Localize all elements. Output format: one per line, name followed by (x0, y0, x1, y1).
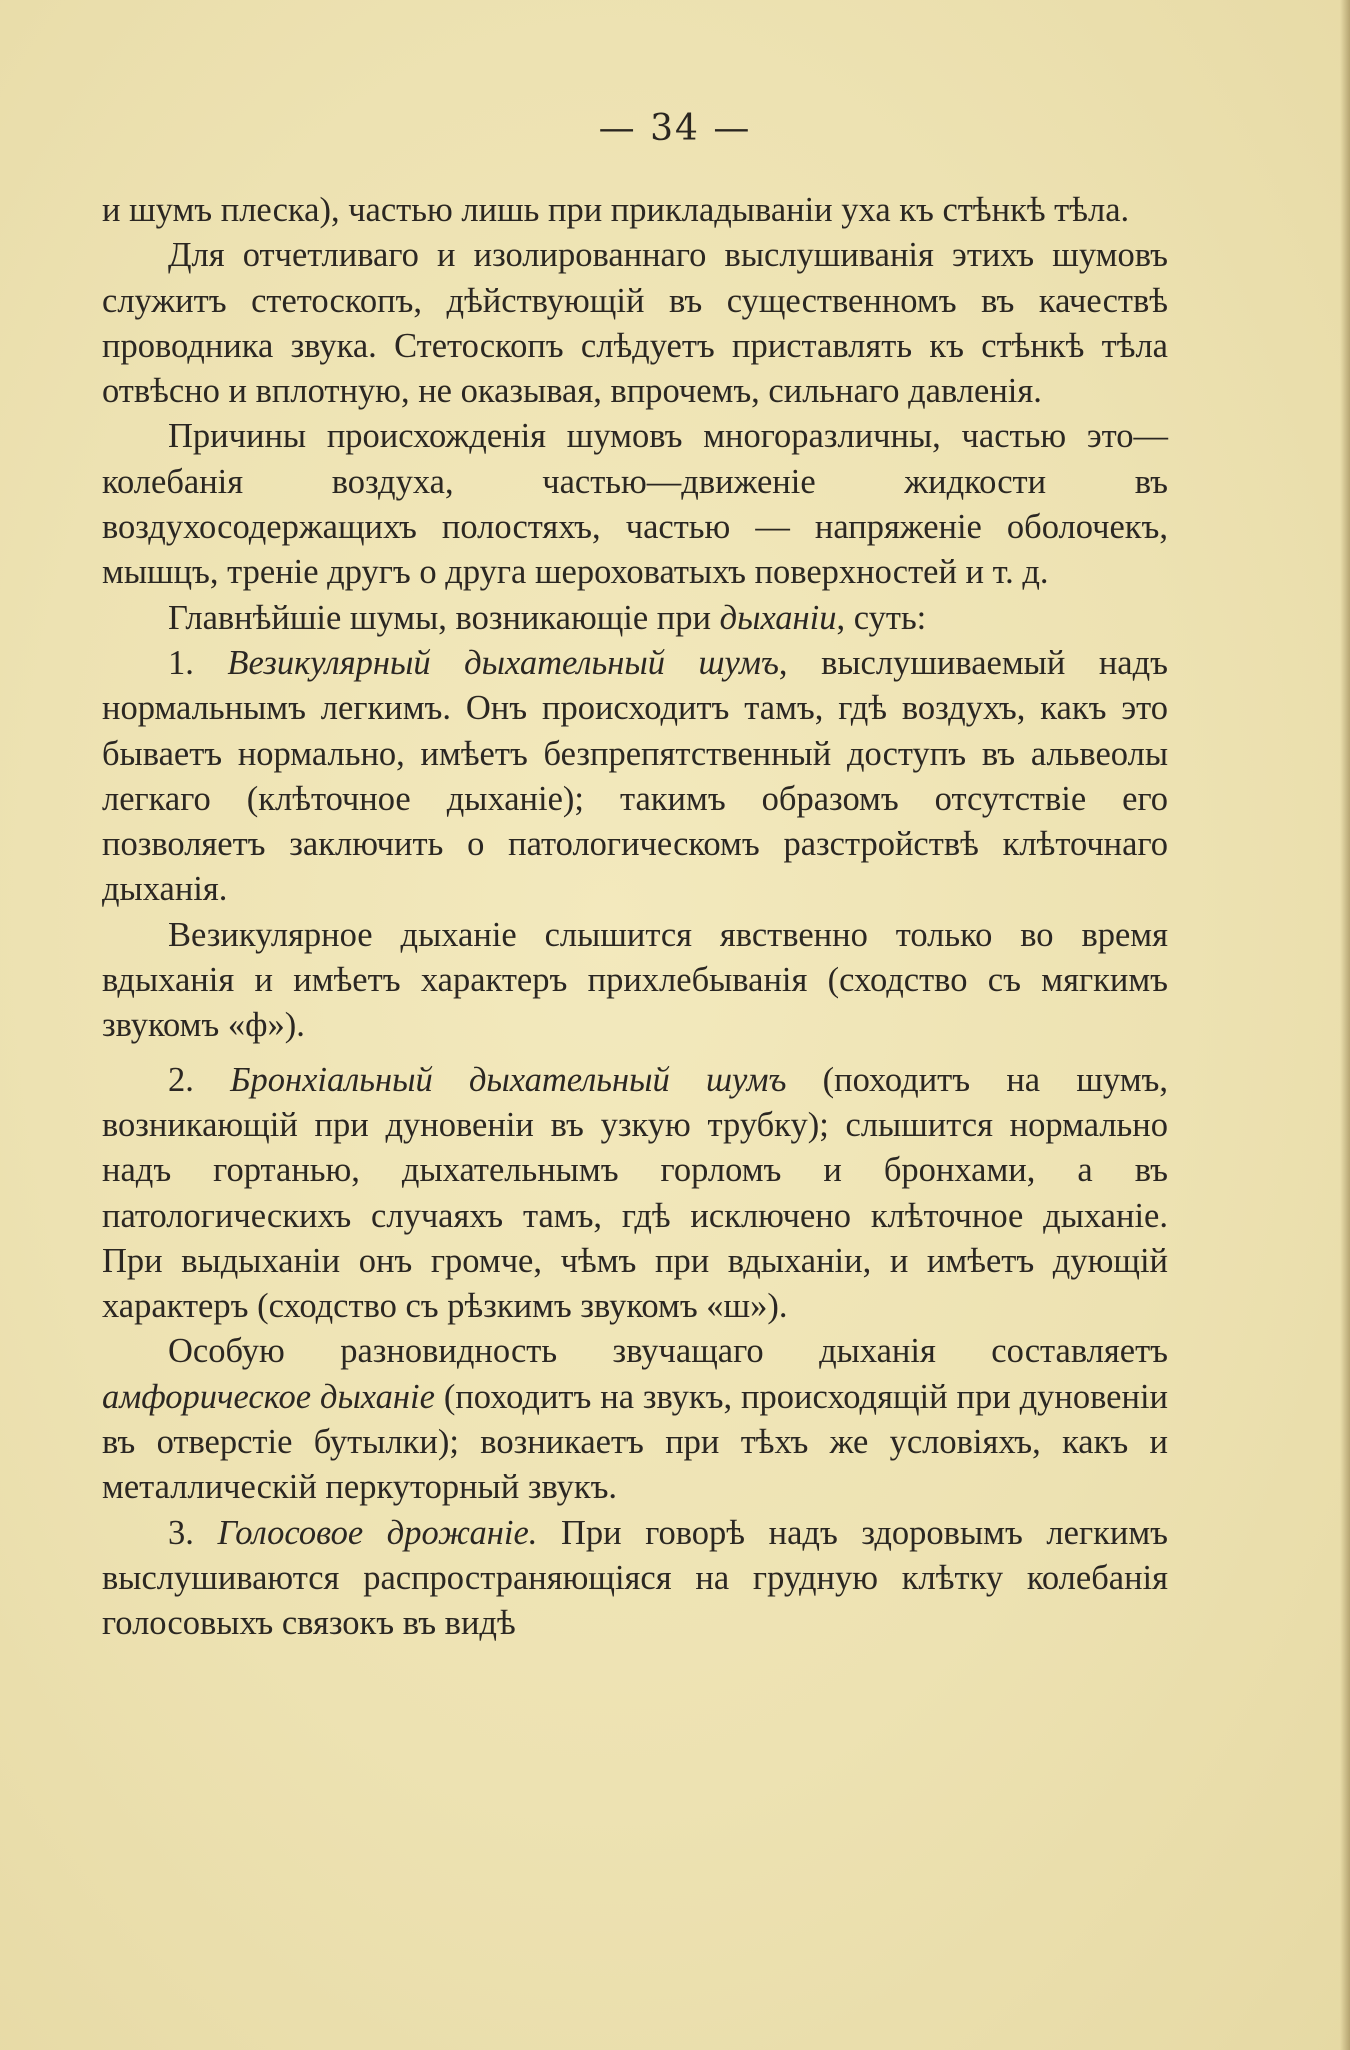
paragraph (102, 596, 1168, 641)
text-run: 3. (168, 1513, 218, 1552)
paragraph (102, 1329, 1168, 1510)
text-run: Для отчетливаго и изолированнаго выслушиванія этихъ шумовъ служитъ стетоскопъ, дѣйствующій въ существенномъ въ качествѣ проводника звука. Стетоскопъ слѣдуетъ приставлять къ стѣнкѣ тѣла отвѣсно и вплотную, не оказывая, впрочемъ, сильнаго давленія. (102, 236, 1168, 411)
page-edge-shadow (1340, 0, 1350, 2050)
italic-term: амфорическое дыханіе (102, 1377, 435, 1416)
text-run: Причины происхожденія шумовъ многоразличны, частью это—колебанія воздуха, частью—движеніе жидкости въ воздухосодержащихъ полостяхъ, частью — напряженіе оболочекъ, мышцъ, треніе другъ о друга шероховатыхъ поверхностей и т. д. (102, 417, 1168, 592)
paragraph (102, 1511, 1168, 1647)
text-run: 1. (168, 643, 228, 682)
text-run: (походитъ на звукъ, происходящій при дуновеніи въ отверстіе бутылки); возникаетъ при тѣхъ же условіяхъ, какъ и металлическій перкуторный звукъ. (102, 1377, 1169, 1507)
text-run: и шумъ плеска), частью лишь при прикладываніи уха къ стѣнкѣ тѣла. (102, 191, 1130, 229)
text-run: Главнѣйшіе шумы, возникающіе при (168, 598, 720, 637)
paragraph (102, 913, 1168, 1049)
text-run: , выслушиваемый надъ нормальнымъ легкимъ. Онъ происходитъ тамъ, гдѣ воздухъ, какъ это бываетъ нормально, имѣетъ безпрепятственный доступъ въ альвеолы легкаго (клѣточное дыханіе); такимъ образомъ отсутствіе его позволяетъ заключить о патологическомъ разстройствѣ клѣточнаго дыханія. (102, 643, 1169, 909)
paragraph (102, 233, 1168, 414)
text-run: (походитъ на шумъ, возникающій при дуновеніи въ узкую трубку); слышится нормально надъ гортанью, дыхательнымъ горломъ и бронхами, а въ патологическихъ случаяхъ тамъ, гдѣ исключено клѣточное дыханіе. При выдыханіи онъ громче, чѣмъ при вдыханіи, и имѣетъ дующій характеръ (сходство съ рѣзкимъ звукомъ «ш»). (102, 1060, 1169, 1326)
text-run: Везикулярное дыханіе слышится явственно только во время вдыханія и имѣетъ характеръ прихлебыванія (сходство съ мягкимъ звукомъ «ф»). (102, 915, 1168, 1045)
text-run: , суть: (836, 598, 927, 637)
text-run: Особую разновидность звучащаго дыханія составляетъ (168, 1332, 1168, 1371)
paragraph (102, 641, 1168, 913)
text-run: При говорѣ надъ здоровымъ легкимъ выслушиваются распространяющіяся на грудную клѣтку колебанія голосовыхъ связокъ въ видѣ (102, 1513, 1168, 1643)
paragraph (102, 1058, 1168, 1330)
page-text (102, 188, 1168, 1647)
italic-term: Везикулярный дыхательный шумъ (227, 643, 779, 682)
text-run: 2. (168, 1060, 231, 1099)
paragraph (102, 414, 1168, 595)
paragraph (102, 188, 1168, 233)
italic-term: Голосовое дрожаніе. (217, 1513, 538, 1552)
page-number: — 34 — (598, 108, 752, 149)
italic-term: Бронхіальный дыхательный шумъ (230, 1060, 787, 1099)
italic-term: дыханіи (719, 598, 837, 637)
